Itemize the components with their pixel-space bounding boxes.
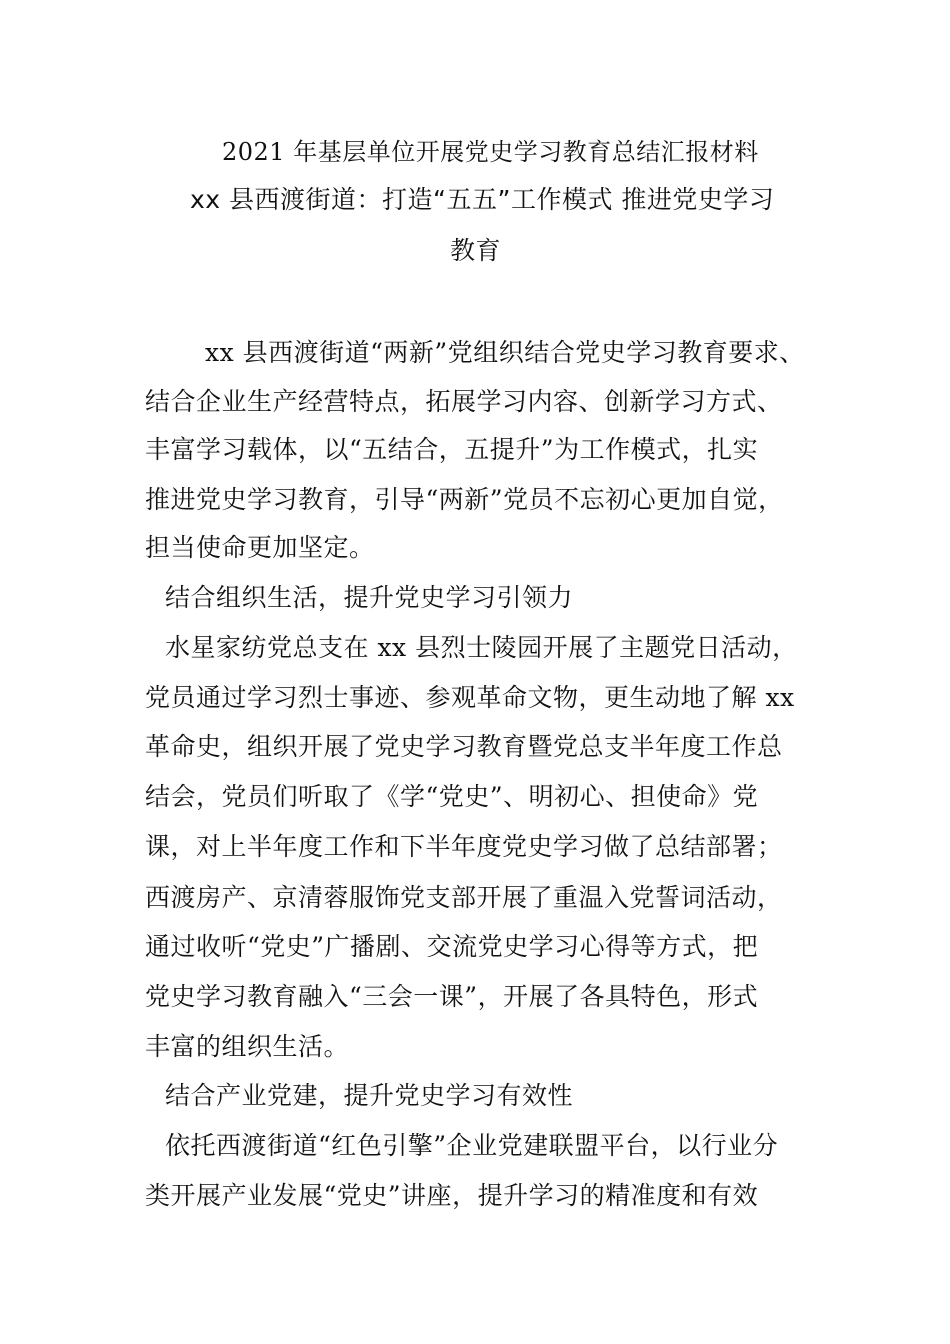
section-paragraph-line: 丰富的组织生活。 (145, 1032, 350, 1061)
intro-paragraph-line: 丰富学习载体，以“五结合，五提升”为工作模式，扎实 (145, 435, 759, 464)
intro-paragraph-line: 推进党史学习教育，引导“两新”党员不忘初心更加自觉， (145, 485, 784, 514)
document-title: 2021 年基层单位开展党史学习教育总结汇报材料 (222, 138, 759, 166)
document-subtitle-line: 教育 (450, 236, 502, 265)
section-paragraph-line: 结会，党员们听取了《学“党史”、明初心、担使命》党 (145, 782, 759, 811)
section-paragraph-line: 依托西渡街道“红色引擎”企业党建联盟平台，以行业分 (165, 1131, 779, 1160)
section-heading: 结合组织生活，提升党史学习引领力 (165, 583, 574, 612)
section-paragraph-line: 党员通过学习烈士事迹、参观革命文物，更生动地了解 xx (145, 683, 795, 712)
section-paragraph-line: 类开展产业发展“党史”讲座，提升学习的精准度和有效 (145, 1181, 759, 1210)
section-paragraph-line: 革命史，组织开展了党史学习教育暨党总支半年度工作总 (145, 732, 783, 761)
intro-paragraph-line: 结合企业生产经营特点，拓展学习内容、创新学习方式、 (145, 387, 783, 416)
section-heading: 结合产业党建，提升党史学习有效性 (165, 1081, 574, 1110)
section-paragraph-line: 通过收听“党史”广播剧、交流党史学习心得等方式，把 (145, 932, 759, 961)
section-paragraph-line: 西渡房产、京清蓉服饰党支部开展了重温入党誓词活动， (145, 883, 783, 912)
intro-paragraph-line: xx 县西渡街道“两新”党组织结合党史学习教育要求、 (205, 338, 805, 367)
intro-paragraph-line: 担当使命更加坚定。 (145, 533, 375, 562)
section-paragraph-line: 党史学习教育融入“三会一课”，开展了各具特色，形式 (145, 982, 759, 1011)
section-paragraph-line: 水星家纺党总支在 xx 县烈士陵园开展了主题党日活动， (165, 633, 798, 662)
section-paragraph-line: 课，对上半年度工作和下半年度党史学习做了总结部署； (145, 832, 783, 861)
document-subtitle-line: xx 县西渡街道：打造“五五”工作模式 推进党史学习 (190, 185, 775, 214)
